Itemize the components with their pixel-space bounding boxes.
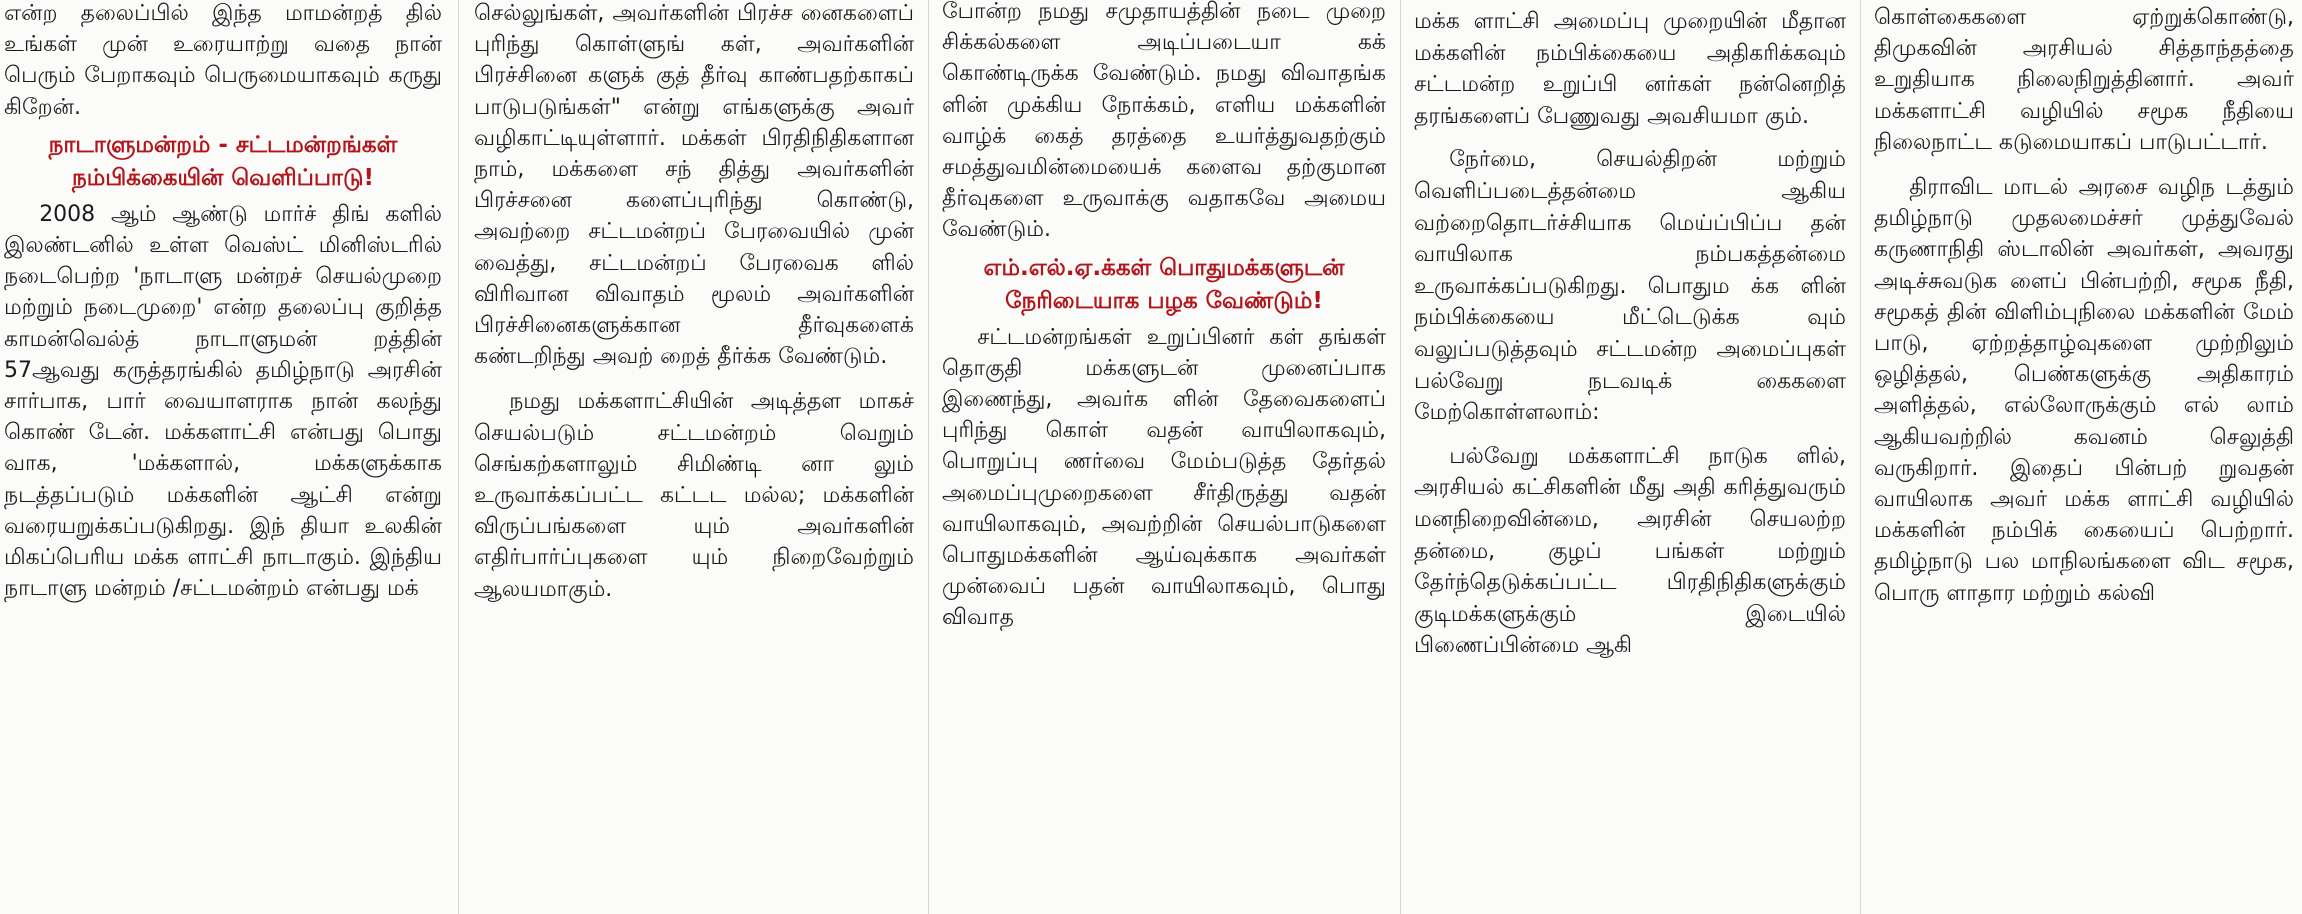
column-divider bbox=[458, 0, 459, 914]
paragraph: பல்வேறு மக்களாட்சி நாடுக ளில், அரசியல் கட்சிகளின் மீது அதி கரித்துவரும் மனநிறைவின்மை, அரசின் செயலற்ற தன்மை, குழப் பங்கள் மற்றும் தேர்ந்தெடுக்கப்பட்ட பிரதிநிதிகளுக்கும் குடிமக்களுக்கும் இடையில் பிணைப்பின்மை ஆகி bbox=[1414, 443, 1846, 659]
paragraph: நேர்மை, செயல்திறன் மற்றும் வெளிப்படைத்தன்மை ஆகிய வற்றைதொடர்ச்சியாக மெய்ப்பிப்ப தன் வாயிலாக நம்பகத்தன்மை உருவாக்கப்படுகிறது. பொதும க்க ளின் நம்பிக்கையை மீட்டெடுக்க வும் வலுப்படுத்தவும் சட்டமன்ற அமைப்புகள் பல்வேறு நடவடிக் கைகளை மேற்கொள்ளலாம்: bbox=[1414, 147, 1846, 426]
article-column-3 bbox=[942, 0, 1386, 914]
subheading: எம்.எல்.ஏ.க்கள் பொதுமக்களுடன் நேரிடையாக பழக வேண்டும்! bbox=[983, 254, 1345, 314]
column-divider bbox=[1860, 0, 1861, 914]
article-column-2 bbox=[474, 0, 914, 914]
paragraph: கொள்கைகளை ஏற்றுக்கொண்டு, திமுகவின் அரசியல் சித்தாந்தத்தை உறுதியாக நிலைநிறுத்தினார். அவர் மக்களாட்சி வழியில் சமூக நீதியை நிலைநாட்ட கடுமையாகப் பாடுபட்டார். bbox=[1874, 5, 2294, 155]
article-column-1 bbox=[4, 0, 442, 914]
paragraph: போன்ற நமது சமுதாயத்தின் நடை முறை சிக்கல்களை அடிப்படையா கக் கொண்டிருக்க வேண்டும். நமது விவாதங்க ளின் முக்கிய நோக்கம், எளிய மக்களின் வாழ்க் கைத் தரத்தை உயர்த்துவதற்கும் சமத்துவமின்மையைக் களைவ தற்குமான தீர்வுகளை உருவாக்கு வதாகவே அமைய வேண்டும். bbox=[942, 0, 1386, 243]
paragraph: செல்லுங்கள், அவர்களின் பிரச்ச னைகளைப் புரிந்து கொள்ளுங் கள், அவர்களின் பிரச்சினை களுக் குத் தீர்வு காண்பதற்காகப் பாடுபடுங்கள்" என்று எங்களுக்கு அவர் வழிகாட்டியுள்ளார். மக்கள் பிரதிநிதிகளான நாம், மக்களை சந் தித்து அவர்களின் பிரச்சனை களைப்புரிந்து கொண்டு, அவற்றை சட்டமன்றப் பேரவையில் முன் வைத்து, சட்டமன்றப் பேரவைக ளில் விரிவான விவாதம் மூலம் அவர்களின் பிரச்சினைகளுக்கான தீர்வுகளைக் கண்டறிந்து அவற் றைத் தீர்க்க வேண்டும். bbox=[474, 1, 914, 370]
paragraph: மக்க ளாட்சி அமைப்பு முறையின் மீதான மக்களின் நம்பிக்கையை அதிகரிக்கவும் சட்டமன்ற உறுப்பி னர்கள் நன்னெறித் தரங்களைப் பேணுவது அவசியமா கும். bbox=[1414, 9, 1846, 129]
article-column-4 bbox=[1414, 6, 1846, 914]
paragraph: சட்டமன்றங்கள் உறுப்பினர் கள் தங்கள் தொகுதி மக்களுடன் முனைப்பாக இணைந்து, அவர்க ளின் தேவைகளைப் புரிந்து கொள் வதன் வாயிலாகவும், பொறுப்பு ணர்வை மேம்படுத்த தேர்தல் அமைப்புமுறைகளை சீர்திருத்து வதன் வாயிலாகவும், அவற்றின் செயல்பாடுகளை பொதுமக்களின் ஆய்வுக்காக அவர்கள் முன்வைப் பதன் வாயிலாகவும், பொது விவாத bbox=[942, 324, 1386, 631]
column-divider bbox=[1400, 0, 1401, 914]
paragraph: திராவிட மாடல் அரசை வழிந டத்தும் தமிழ்நாடு முதலமைச்சர் முத்துவேல் கருணாநிதி ஸ்டாலின் அவர்கள், அவரது அடிச்சுவடுக ளைப் பின்பற்றி, சமூக நீதி, சமூகத் தின் விளிம்புநிலை மக்களின் மேம் பாடு, ஏற்றத்தாழ்வுகளை முற்றிலும் ஒழித்தல், பெண்களுக்கு அதிகாரம் அளித்தல், எல்லோருக்கும் எல் லாம் ஆகியவற்றில் கவனம் செலுத்தி வருகிறார். இதைப் பின்பற் றுவதன் வாயிலாக அவர் மக்க ளாட்சி வழியில் மக்களின் நம்பிக் கையைப் பெற்றார். தமிழ்நாடு பல மாநிலங்களை விட சமூக, பொரு ளாதார மற்றும் கல்வி bbox=[1874, 175, 2294, 606]
paragraph: என்ற தலைப்பில் இந்த மாமன்றத் தில் உங்கள் முன் உரையாற்று வதை நான் பெரும் பேறாகவும் பெருமையாகவும் கருது கிறேன். bbox=[4, 1, 442, 120]
paragraph: 2008 ஆம் ஆண்டு மார்ச் திங் களில் இலண்டனில் உள்ள வெஸ்ட் மினிஸ்டரில் நடைபெற்ற 'நாடாளு மன்றச் செயல்முறை மற்றும் நடைமுறை' என்ற தலைப்பு குறித்த காமன்வெல்த் நாடாளுமன் றத்தின் 57ஆவது கருத்தரங்கில் தமிழ்நாடு அரசின் சார்பாக, பார் வையாளராக நான் கலந்து கொண் டேன். மக்களாட்சி என்பது பொது வாக, 'மக்களால், மக்களுக்காக நடத்தப்படும் மக்களின் ஆட்சி என்று வரையறுக்கப்படுகிறது. இந் தியா உலகின் மிகப்பெரிய மக்க ளாட்சி நாடாகும். இந்திய நாடாளு மன்றம் /சட்டமன்றம் என்பது மக் bbox=[4, 201, 442, 602]
paragraph: நமது மக்களாட்சியின் அடித்தள மாகச் செயல்படும் சட்டமன்றம் வெறும் செங்கற்களாலும் சிமிண்டி னா லும் உருவாக்கப்பட்ட கட்டட மல்ல; மக்களின் விருப்பங்களை யும் அவர்களின் எதிர்பார்ப்புகளை யும் நிறைவேற்றும் ஆலயமாகும். bbox=[474, 389, 914, 602]
column-divider bbox=[928, 0, 929, 914]
article-column-5 bbox=[1874, 2, 2294, 914]
subheading: நாடாளுமன்றம் - சட்டமன்றங்கள் நம்பிக்கையின் வெளிப்பாடு! bbox=[48, 131, 398, 191]
